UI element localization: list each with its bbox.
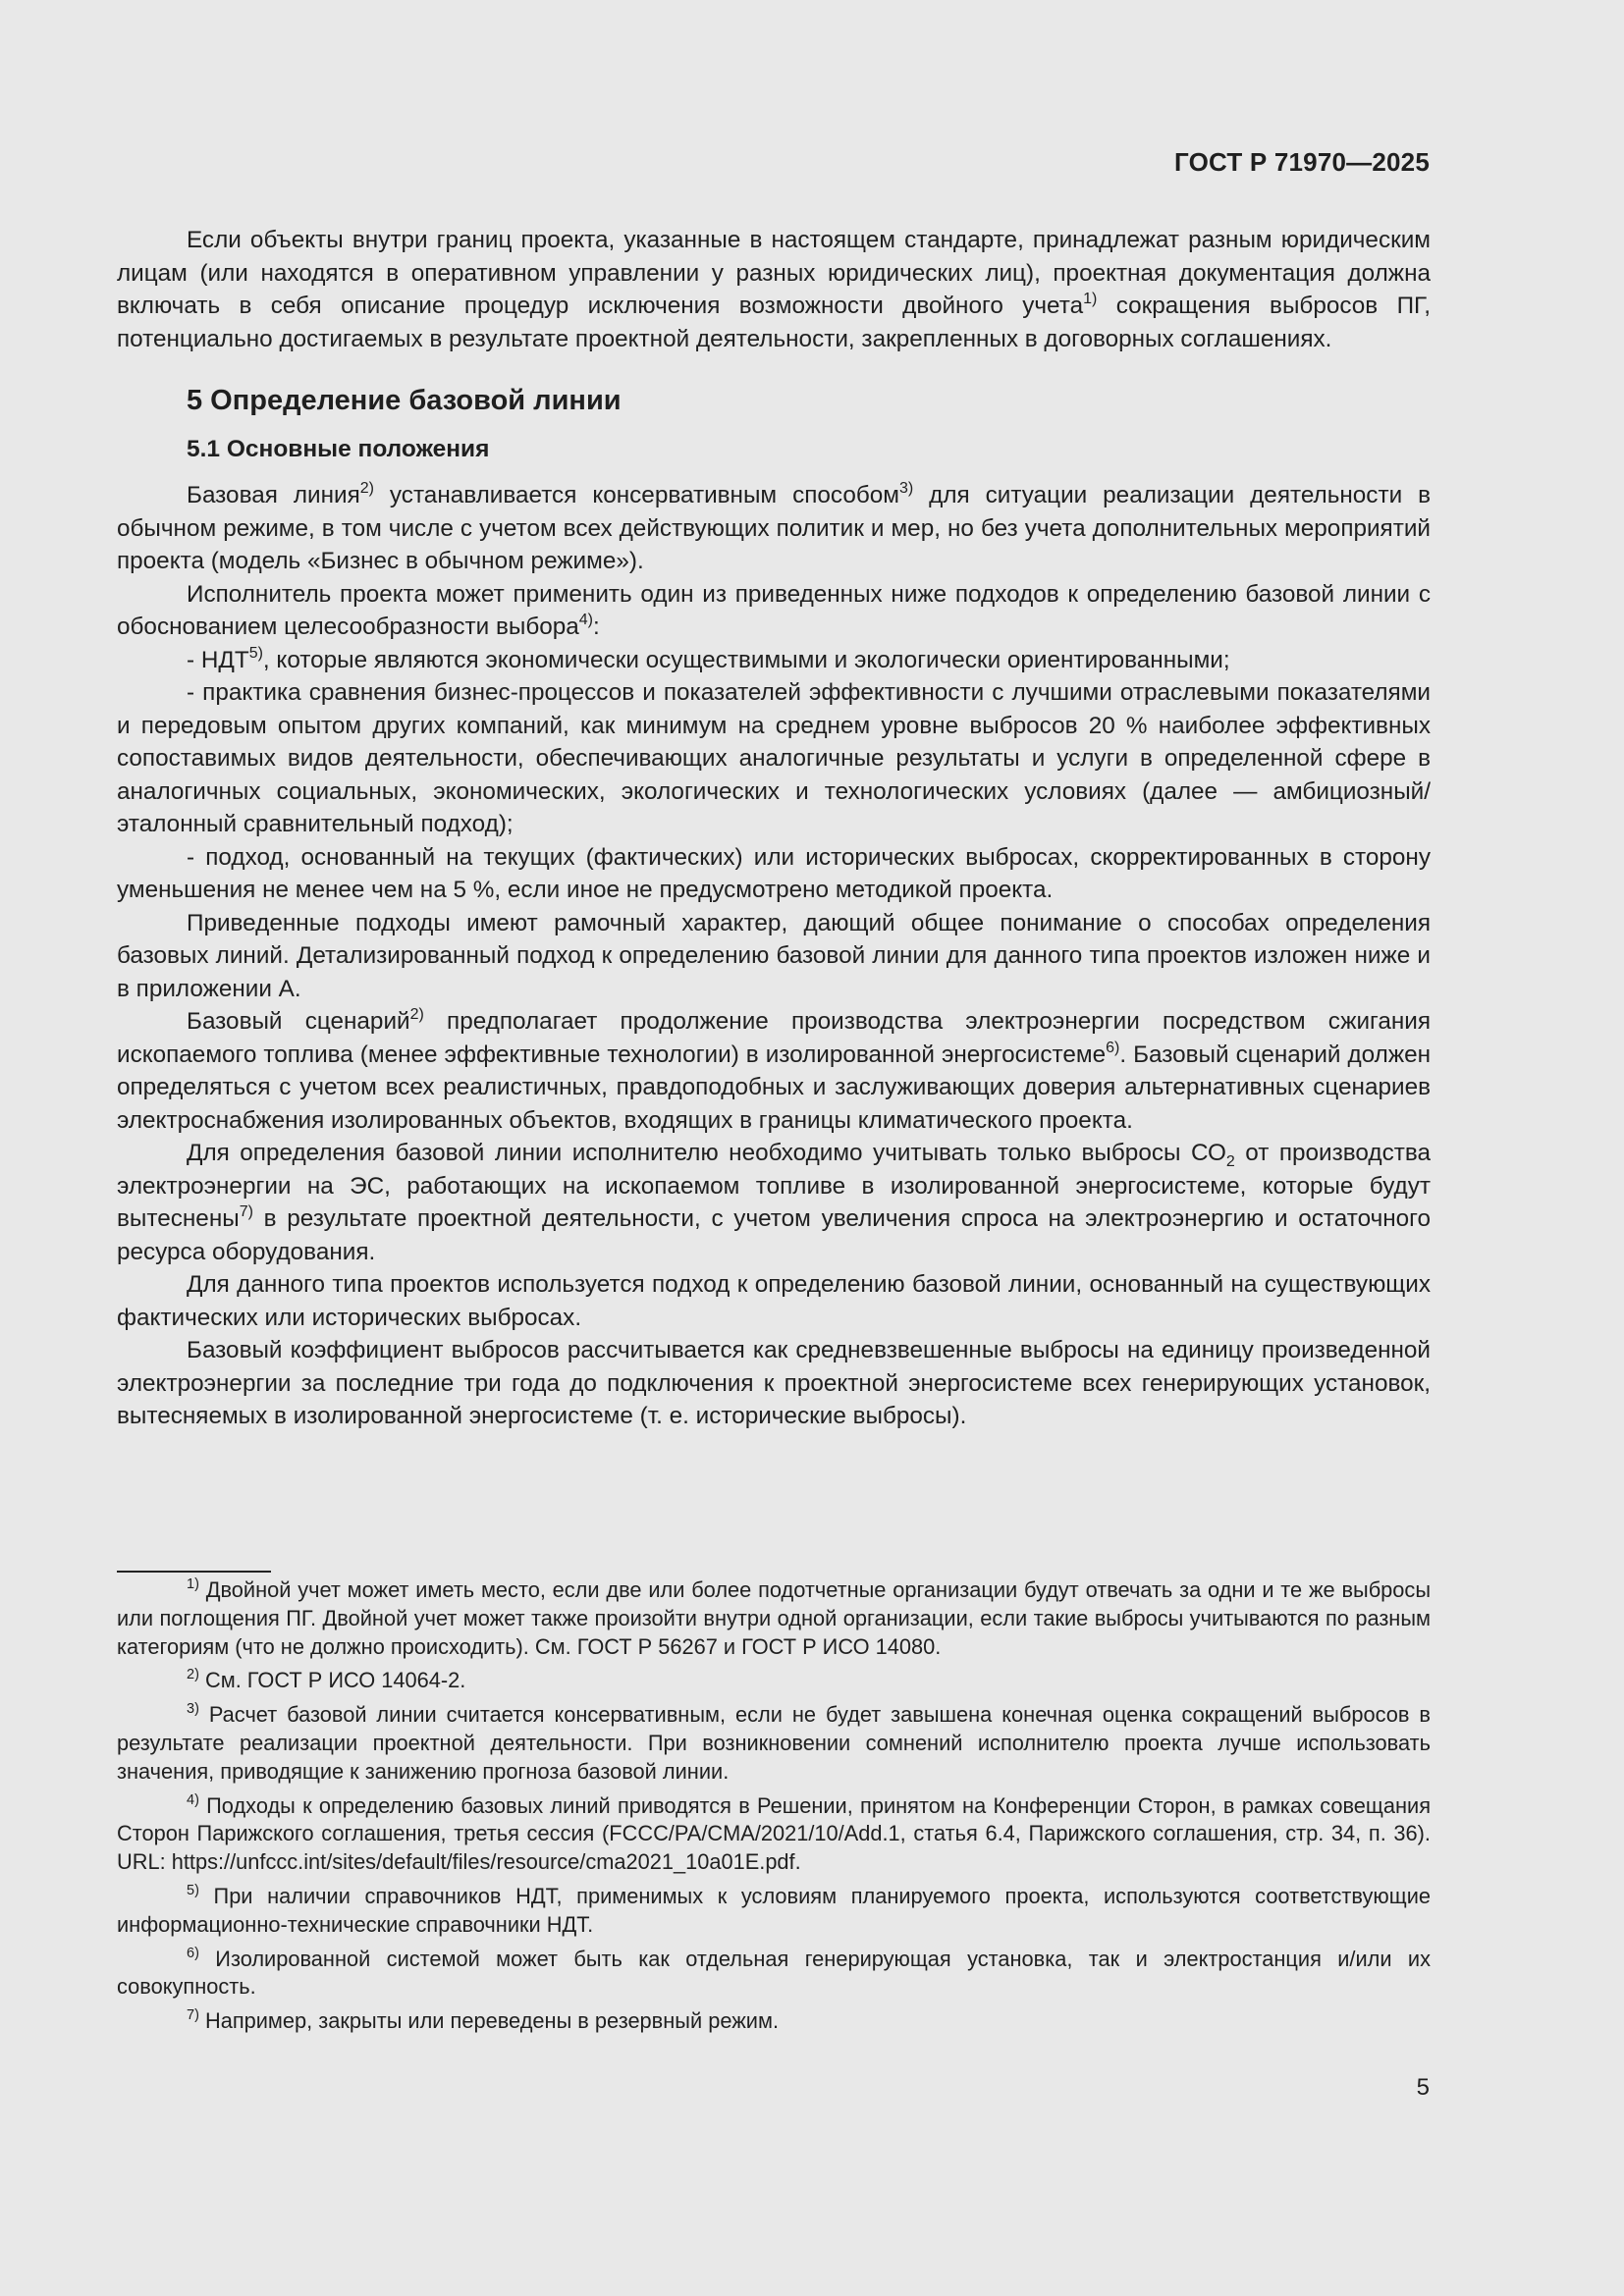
footnote-ref: 4) — [578, 612, 594, 628]
footnote-number: 3) — [187, 1701, 199, 1718]
text-span: предполагает продолжение производства электроэнергии посредством сжигания ископаемого топлива (менее эффективные технологии) в изолированной энергосистеме — [117, 1008, 1432, 1068]
footnote-text: Расчет базовой линии считается консервативным, если не будет завышена конечная оценка сокращений выбросов в результате реализации проектной деятельности. При возникновении сомнений исполнителю проекта лучше использовать значения, приводящие к занижению прогноза базовой линии. — [117, 1702, 1431, 1784]
footnote-text: Изолированной системой может быть как отдельная генерирующая установка, так и электростанция и/или их совокупность. — [117, 1946, 1431, 2000]
paragraph: Приведенные подходы имеют рамочный характер, дающий общее понимание о способах определения базовых линий. Детализированный подход к определению базовой линии для данного типа проектов изложен ниже и в приложении А. — [117, 909, 1431, 1002]
footnote — [117, 1701, 1431, 1786]
page-number: 5 — [1416, 2074, 1430, 2101]
footnote — [117, 1576, 1431, 1661]
footnote — [117, 1946, 1431, 2002]
body-text — [117, 224, 1431, 1433]
footnote-text: При наличии справочников НДТ, применимых к условиям планируемого проекта, используются соответствующие информационно-технические справочники НДТ. — [117, 1883, 1431, 1937]
footnote — [117, 1667, 1431, 1695]
footnote-number: 1) — [187, 1576, 199, 1592]
text-span: устанавливается консервативным способом — [373, 482, 899, 508]
list-item: - практика сравнения бизнес-процессов и показателей эффективности с лучшими отраслевыми показателями и передовым опытом других компаний, как минимум на среднем уровне выбросов 20 % наиболее эффективных сопоставимых видов деятельности, обеспечивающих аналогичные результаты и услуги в определенной сфере в аналогичных социальных, экономических, экологических и технологических условиях (далее — амбициозный/эталонный сравнительный подход); — [117, 679, 1431, 837]
subscript: 2 — [1225, 1153, 1235, 1170]
text-span: от производства электроэнергии на ЭС, работающих на ископаемом топливе в изолированной энергосистеме, которые будут вытеснены — [117, 1140, 1431, 1232]
footnote-ref: 3) — [898, 480, 914, 497]
text-span: : — [593, 614, 600, 640]
text-span: Для определения базовой линии исполнителю необходимо учитывать только выбросы СО — [187, 1140, 1226, 1166]
text-span: - НДТ — [187, 646, 249, 673]
footnote-number: 2) — [187, 1667, 199, 1683]
text-span: Базовая линия — [187, 482, 360, 508]
footnote-ref: 5) — [248, 644, 263, 662]
footnote — [117, 1792, 1431, 1877]
intro-paragraph — [117, 224, 1431, 355]
text-span: Базовый сценарий — [187, 1008, 410, 1035]
footnote-number: 6) — [187, 1945, 199, 1961]
text-span: для ситуации реализации деятельности в обычном режиме, в том числе с учетом всех действующих политик и мер, но без учета дополнительных мероприятий проекта (модель «Бизнес в обычном режиме»). — [117, 482, 1432, 574]
paragraph — [117, 1137, 1431, 1268]
text-span: сокращения выбросов ПГ, потенциально достигаемых в результате проектной деятельности, закрепленных в договорных соглашениях. — [117, 293, 1431, 352]
list-item: - подход, основанный на текущих (фактических) или исторических выбросах, скорректированных в сторону уменьшения не менее чем на 5 %, если иное не предусмотрено методикой проекта. — [117, 843, 1431, 903]
section-heading: 5 Определение базовой линии — [187, 385, 622, 416]
text-span: в результате проектной деятельности, с учетом увеличения спроса на электроэнергию и остаточного ресурса оборудования. — [117, 1205, 1431, 1265]
list-item — [117, 644, 1431, 677]
footnote-number: 7) — [187, 2007, 199, 2024]
footnote — [117, 2007, 1431, 2036]
footnote-ref: 1) — [1083, 291, 1098, 307]
text-span: , которые являются экономически осуществимыми и экологически ориентированными; — [262, 646, 1230, 673]
footnote-ref: 7) — [239, 1203, 253, 1220]
footnote-ref: 2) — [409, 1006, 424, 1023]
paragraph — [117, 578, 1431, 644]
paragraph — [117, 1005, 1431, 1137]
document-code: ГОСТ Р 71970—2025 — [1174, 147, 1430, 177]
text-span: Исполнитель проекта может применить один из приведенных ниже подходов к определению базовой линии с обоснованием целесообразности выбора — [117, 580, 1431, 640]
footnote-divider — [117, 1571, 271, 1573]
paragraph: Для данного типа проектов используется подход к определению базовой линии, основанный на существующих фактических или исторических выбросах. — [117, 1271, 1431, 1331]
footnote-text: Двойной учет может иметь место, если две или более подотчетные организации будут отвечать за одни и те же выбросы или поглощения ПГ. Двойной учет может также произойти внутри одной организации, если такие выбросы учитываются по разным категориям (что не должно происходить). См. ГОСТ Р 56267 и ГОСТ Р ИСО 14080. — [117, 1577, 1431, 1659]
footnote — [117, 1883, 1431, 1940]
paragraph: Базовый коэффициент выбросов рассчитывается как средневзвешенные выбросы на единицу произведенной электроэнергии за последние три года до подключения к проектной энергосистеме всех генерирующих установок, вытесняемых в изолированной энергосистеме (т. е. исторические выбросы). — [117, 1337, 1431, 1429]
footnote-ref: 2) — [359, 480, 374, 497]
text-span: Если объекты внутри границ проекта, указанные в настоящем стандарте, принадлежат разным юридическим лицам (или находятся в оперативном управлении у разных юридических лиц), проектная документация должна включать в себя описание процедур исключения возможности двойного учета — [117, 227, 1431, 319]
footnote-ref: 6) — [1106, 1039, 1120, 1056]
paragraph — [117, 479, 1431, 578]
text-span: . Базовый сценарий должен определяться с учетом всех реалистичных, правдоподобных и заслуживающих доверия альтернативных сценариев электроснабжения изолированных объектов, входящих в границы климатического проекта. — [117, 1041, 1431, 1134]
footnote-text: Подходы к определению базовых линий приводятся в Решении, принятом на Конференции Сторон, в рамках совещания Сторон Парижского соглашения, третья сессия (FCCC/PA/CMA/2021/10/Add.1, статья 6.4, Парижского соглашения, стр. 34, п. 36). URL: https://unfccc.int/sites/default/files/resource/cma2021_10a01E.pdf. — [117, 1792, 1431, 1875]
footnote-text: См. ГОСТ Р ИСО 14064-2. — [198, 1668, 466, 1693]
footnote-number: 4) — [187, 1791, 199, 1808]
footnote-number: 5) — [187, 1882, 199, 1898]
subsection-heading: 5.1 Основные положения — [187, 436, 490, 462]
footnotes — [117, 1576, 1431, 2042]
footnote-text: Например, закрыты или переведены в резервный режим. — [198, 2008, 779, 2034]
